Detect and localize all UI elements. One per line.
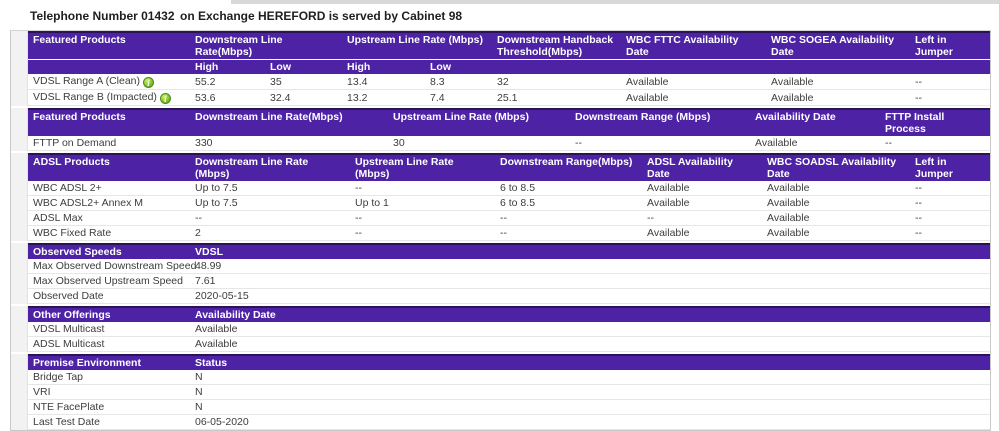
col-other-offerings: Other Offerings <box>28 307 190 322</box>
cell-handback: 32 <box>492 74 621 90</box>
table-row <box>28 274 990 289</box>
cell-upstream: -- <box>350 211 495 226</box>
gutter-column <box>11 306 28 352</box>
cell-value: Available <box>190 322 990 337</box>
cell-fttc-availability: Available <box>621 90 766 106</box>
cell-downstream: Up to 7.5 <box>190 196 350 211</box>
top-grey-strip <box>231 0 999 4</box>
fttp-section <box>11 108 990 151</box>
cell-soadsl-availability: Available <box>762 211 910 226</box>
gutter-column <box>11 31 28 106</box>
cell-soadsl-availability: Available <box>762 196 910 211</box>
col-downstream-range: Downstream Range (Mbps) <box>570 109 750 136</box>
col-featured-products: Featured Products <box>28 109 190 136</box>
col-upstream-rate: Upstream Line Rate (Mbps) <box>350 154 495 181</box>
other-offerings-table <box>28 306 990 352</box>
subheader-spacer <box>28 60 190 75</box>
cell-product: FTTP on Demand <box>28 136 190 151</box>
cell-product <box>28 90 190 106</box>
col-fttp-install-process: FTTP Install Process <box>880 109 990 136</box>
cell-range: -- <box>570 136 750 151</box>
cell-availability: Available <box>750 136 880 151</box>
cell-label: Max Observed Downstream Speed <box>28 259 190 274</box>
col-handback-threshold: Downstream Handback Threshold(Mbps) <box>492 32 621 60</box>
col-featured-products: Featured Products <box>28 32 190 60</box>
table-row <box>28 259 990 274</box>
fttp-header-row <box>28 109 990 136</box>
cell-range: -- <box>495 211 642 226</box>
cell-down-high: 53.6 <box>190 90 265 106</box>
adsl-section <box>11 153 990 241</box>
cell-left-in-jumper: -- <box>910 226 990 241</box>
col-downstream-rate: Downstream Line Rate(Mbps) <box>190 32 342 60</box>
other-offerings-header-row <box>28 307 990 322</box>
table-row <box>28 136 990 151</box>
premise-header-row <box>28 355 990 370</box>
table-row <box>28 196 990 211</box>
cell-product: WBC Fixed Rate <box>28 226 190 241</box>
observed-speeds-table <box>28 243 990 304</box>
observed-speeds-section <box>11 243 990 304</box>
col-left-in-jumper: Left in Jumper <box>910 154 990 181</box>
telephone-number-label: Telephone Number 01432 <box>30 9 175 23</box>
fttc-header-row <box>28 32 990 60</box>
fttc-table <box>28 31 990 106</box>
cell-install-process: -- <box>880 136 990 151</box>
premise-environment-table <box>28 354 990 430</box>
cell-value: N <box>190 370 990 385</box>
adsl-table <box>28 153 990 241</box>
table-row <box>28 226 990 241</box>
table-row <box>28 370 990 385</box>
subheader-spacer <box>621 60 766 75</box>
premise-environment-section <box>11 354 990 430</box>
cell-value: 2020-05-15 <box>190 289 990 304</box>
col-left-in-jumper: Left in Jumper <box>910 32 990 60</box>
cell-left-in-jumper: -- <box>910 74 990 90</box>
cell-range: 6 to 8.5 <box>495 196 642 211</box>
cell-upstream: 30 <box>388 136 570 151</box>
cell-up-low: 8.3 <box>425 74 492 90</box>
cell-adsl-availability: -- <box>642 211 762 226</box>
cell-label: VDSL Multicast <box>28 322 190 337</box>
cell-value: N <box>190 400 990 415</box>
cell-downstream: 330 <box>190 136 388 151</box>
cell-down-low: 32.4 <box>265 90 342 106</box>
cell-value: 06-05-2020 <box>190 415 990 430</box>
gutter-column <box>11 243 28 304</box>
cell-adsl-availability: Available <box>642 226 762 241</box>
gutter-column <box>11 108 28 151</box>
cell-value: N <box>190 385 990 400</box>
fttp-table <box>28 108 990 151</box>
cell-range: -- <box>495 226 642 241</box>
fttc-section <box>11 31 990 106</box>
cell-up-low: 7.4 <box>425 90 492 106</box>
cell-label: Max Observed Upstream Speed <box>28 274 190 289</box>
cell-sogea-availability: Available <box>766 90 910 106</box>
col-downstream-rate: Downstream Line Rate (Mbps) <box>190 154 350 181</box>
cell-label: ADSL Multicast <box>28 337 190 352</box>
cell-fttc-availability: Available <box>621 74 766 90</box>
cell-down-high: 55.2 <box>190 74 265 90</box>
cell-left-in-jumper: -- <box>910 196 990 211</box>
table-row <box>28 74 990 90</box>
cell-up-high: 13.4 <box>342 74 425 90</box>
gutter-column <box>11 153 28 241</box>
cell-upstream: -- <box>350 181 495 196</box>
cell-adsl-availability: Available <box>642 196 762 211</box>
cell-up-high: 13.2 <box>342 90 425 106</box>
table-row <box>28 289 990 304</box>
cell-left-in-jumper: -- <box>910 181 990 196</box>
table-row <box>28 322 990 337</box>
col-adsl-availability: ADSL Availability Date <box>642 154 762 181</box>
cell-label: Last Test Date <box>28 415 190 430</box>
cell-label: NTE FacePlate <box>28 400 190 415</box>
cell-left-in-jumper: -- <box>910 90 990 106</box>
col-downstream-range: Downstream Range(Mbps) <box>495 154 642 181</box>
col-observed-speeds: Observed Speeds <box>28 244 190 259</box>
cell-soadsl-availability: Available <box>762 181 910 196</box>
col-down-low: Low <box>265 60 342 75</box>
cell-handback: 25.1 <box>492 90 621 106</box>
col-availability-date: Availability Date <box>190 307 990 322</box>
observed-header-row <box>28 244 990 259</box>
product-label: VDSL Range A (Clean) <box>33 75 141 87</box>
col-downstream-rate: Downstream Line Rate(Mbps) <box>190 109 388 136</box>
table-row <box>28 181 990 196</box>
gutter-column <box>11 354 28 430</box>
col-vdsl: VDSL <box>190 244 990 259</box>
cell-upstream: -- <box>350 226 495 241</box>
table-row <box>28 337 990 352</box>
cell-range: 6 to 8.5 <box>495 181 642 196</box>
col-upstream-rate: Upstream Line Rate (Mbps) <box>342 32 492 60</box>
col-availability-date: Availability Date <box>750 109 880 136</box>
cell-sogea-availability: Available <box>766 74 910 90</box>
table-row <box>28 400 990 415</box>
exchange-cabinet-label: on Exchange HEREFORD is served by Cabinet 98 <box>180 9 463 23</box>
cell-label: VRI <box>28 385 190 400</box>
checker-results-panel <box>10 30 991 431</box>
cell-soadsl-availability: Available <box>762 226 910 241</box>
cell-value: Available <box>190 337 990 352</box>
fttc-subheader-row <box>28 60 990 75</box>
info-icon[interactable]: i <box>143 77 154 88</box>
table-row <box>28 90 990 106</box>
table-row <box>28 385 990 400</box>
col-adsl-products: ADSL Products <box>28 154 190 181</box>
col-soadsl-availability: WBC SOADSL Availability Date <box>762 154 910 181</box>
cell-product: ADSL Max <box>28 211 190 226</box>
cell-product: WBC ADSL2+ Annex M <box>28 196 190 211</box>
col-fttc-availability: WBC FTTC Availability Date <box>621 32 766 60</box>
cell-value: 48.99 <box>190 259 990 274</box>
info-icon[interactable]: i <box>160 93 171 104</box>
subheader-spacer <box>910 60 990 75</box>
cell-downstream: 2 <box>190 226 350 241</box>
cell-product: WBC ADSL 2+ <box>28 181 190 196</box>
product-label: VDSL Range B (Impacted) <box>33 91 157 103</box>
other-offerings-section <box>11 306 990 352</box>
col-premise-environment: Premise Environment <box>28 355 190 370</box>
col-down-high: High <box>190 60 265 75</box>
col-up-high: High <box>342 60 425 75</box>
cell-product <box>28 74 190 90</box>
table-row <box>28 211 990 226</box>
col-upstream-rate: Upstream Line Rate (Mbps) <box>388 109 570 136</box>
col-status: Status <box>190 355 990 370</box>
cell-upstream: Up to 1 <box>350 196 495 211</box>
adsl-header-row <box>28 154 990 181</box>
subheader-spacer <box>492 60 621 75</box>
table-row <box>28 415 990 430</box>
cell-downstream: Up to 7.5 <box>190 181 350 196</box>
cell-down-low: 35 <box>265 74 342 90</box>
col-up-low: Low <box>425 60 492 75</box>
cell-value: 7.61 <box>190 274 990 289</box>
cell-left-in-jumper: -- <box>910 211 990 226</box>
subheader-spacer <box>766 60 910 75</box>
cell-downstream: -- <box>190 211 350 226</box>
cell-label: Bridge Tap <box>28 370 190 385</box>
page-title <box>30 9 999 23</box>
col-sogea-availability: WBC SOGEA Availability Date <box>766 32 910 60</box>
cell-label: Observed Date <box>28 289 190 304</box>
cell-adsl-availability: Available <box>642 181 762 196</box>
